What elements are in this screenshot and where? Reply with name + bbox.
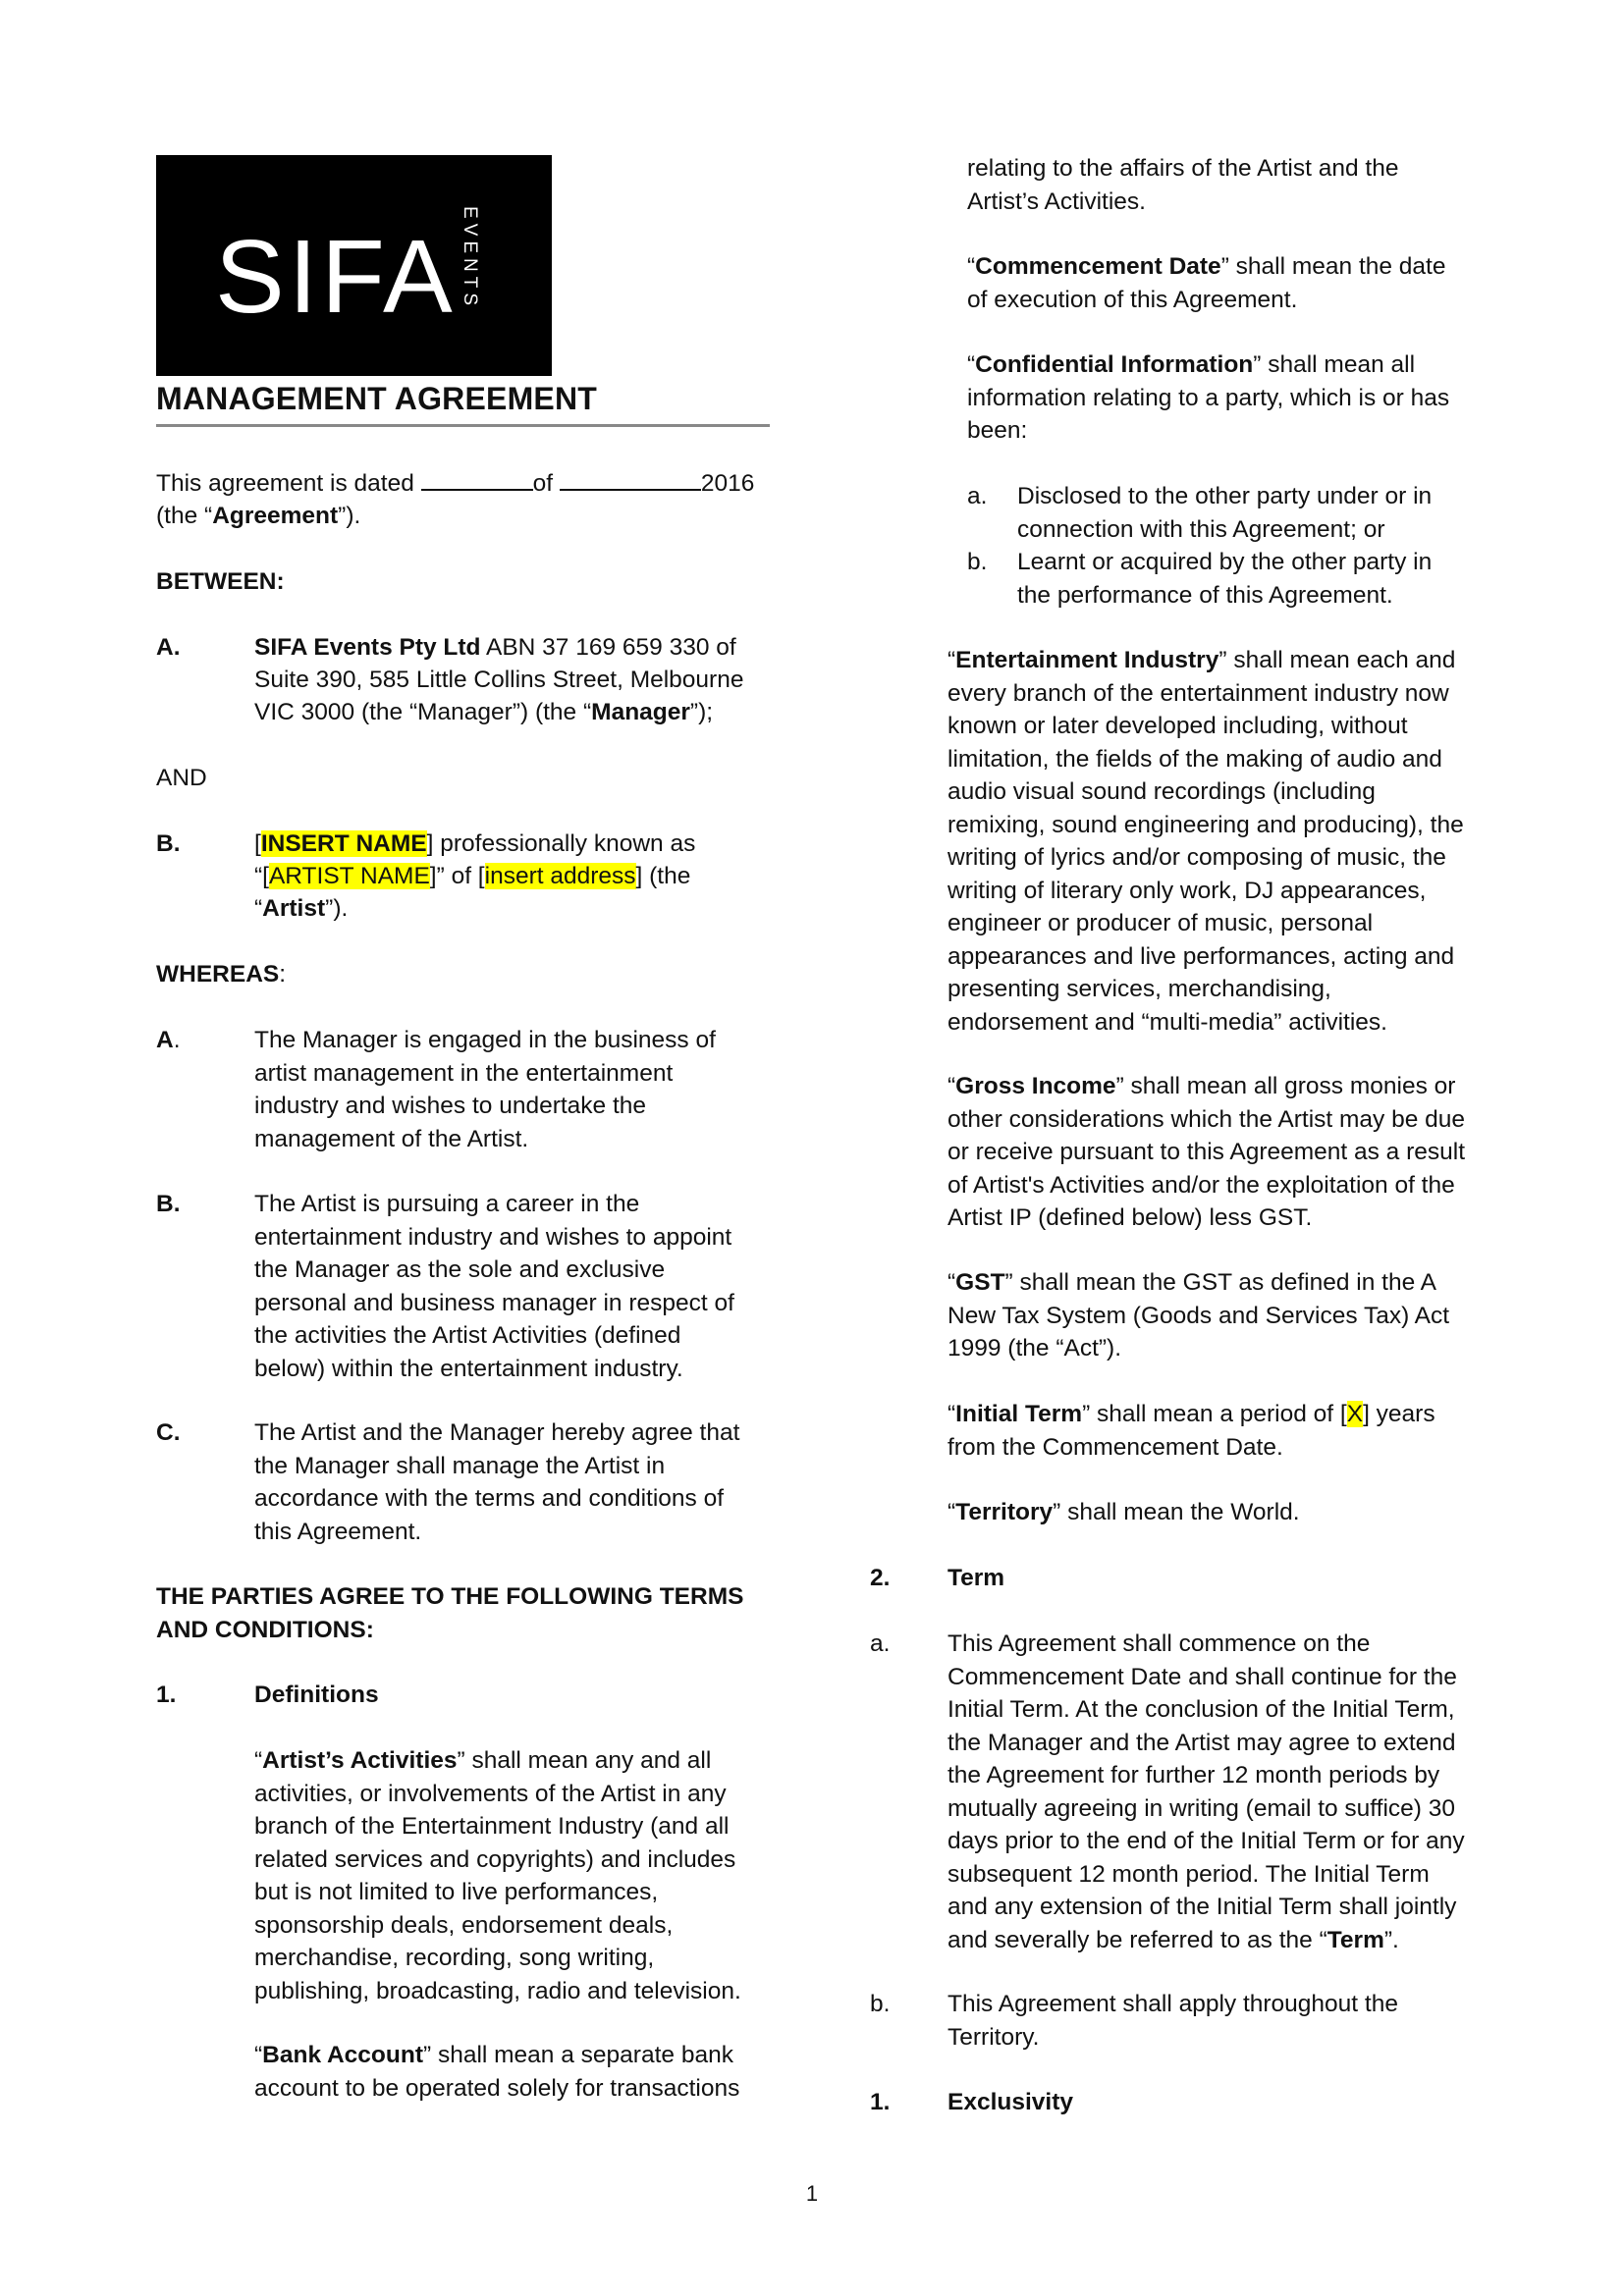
text-line: engineer or producer of music, personal <box>947 910 1374 936</box>
document-title: MANAGEMENT AGREEMENT <box>156 381 598 416</box>
text: “ <box>947 1401 956 1427</box>
confidential-item-b-label: b. <box>967 549 988 575</box>
term: Bank Account <box>262 2042 423 2068</box>
text: (the “ <box>156 503 213 529</box>
text: “ <box>967 253 976 280</box>
text-line <box>947 1924 1465 1957</box>
text-line: every branch of the entertainment industry now <box>947 679 1449 707</box>
section-1-number: 1. <box>156 1682 177 1708</box>
title-underline <box>156 424 770 427</box>
term: Gross Income <box>955 1073 1116 1099</box>
text-line: The Manager is engaged in the business of <box>254 1027 716 1053</box>
artist-name-placeholder: ARTIST NAME <box>268 863 430 889</box>
term-item-a-text <box>947 1628 1465 1956</box>
text-line: days prior to the end of the Initial Term or for any <box>947 1828 1465 1854</box>
text: ” shall mean the date <box>1220 253 1446 280</box>
text: VIC 3000 (the “Manager”) (the “ <box>254 699 592 725</box>
text-line <box>254 1744 741 1778</box>
parties-agree-heading <box>156 1580 743 1646</box>
text-line: Artist’s Activities. <box>967 187 1146 215</box>
text-line: remixing, sound engineering and producing), the <box>947 811 1464 838</box>
logo-graphic <box>156 155 552 376</box>
text-line: The Artist is pursuing a career in the <box>254 1191 640 1217</box>
text-line: This Agreement shall commence on the <box>947 1630 1371 1657</box>
definition-confidential-information <box>967 348 1449 448</box>
text-line: Disclosed to the other party under or in <box>1017 483 1433 509</box>
and-separator: AND <box>156 765 207 791</box>
term: Agreement <box>212 503 339 529</box>
definition-commencement-date <box>967 250 1446 316</box>
term: GST <box>955 1269 1005 1296</box>
text-line: artist management in the entertainment <box>254 1059 674 1087</box>
text-line: the Manager as the sole and exclusive <box>254 1256 666 1283</box>
text-line: 1999 (the “Act”). <box>947 1335 1122 1362</box>
text-line: audio visual sound recordings (including <box>947 778 1376 805</box>
term: Initial Term <box>955 1401 1083 1427</box>
text-line: publishing, broadcasting, radio and television. <box>254 1977 741 2004</box>
party-a-line-2: Suite 390, 585 Little Collins Street, Melbourne <box>254 667 744 693</box>
definition-gross-income <box>947 1070 1465 1235</box>
text: [ <box>254 830 261 857</box>
agreement-date-line <box>156 467 754 501</box>
text-line: the Agreement for further 12 month periods by <box>947 1762 1440 1789</box>
definition-artists-activities <box>254 1744 741 2007</box>
text-line <box>947 1398 1435 1431</box>
recital-a-text <box>254 1024 716 1155</box>
term: Artist’s Activities <box>262 1747 458 1774</box>
text-line: endorsement and “multi-media” activities. <box>947 1008 1387 1036</box>
text: ” shall mean all gross monies or <box>1115 1073 1456 1099</box>
text: “ <box>254 2042 263 2068</box>
text: “ <box>967 351 976 378</box>
definition-territory <box>947 1496 1300 1529</box>
text-line: The Artist and the Manager hereby agree that <box>254 1419 740 1446</box>
text-line: other considerations which the Artist may be due <box>947 1105 1466 1133</box>
section-2-number: 2. <box>870 1565 891 1591</box>
agreement-defined-term <box>156 500 360 533</box>
text-line: Artist IP (defined below) less GST. <box>947 1204 1313 1231</box>
text-line: THE PARTIES AGREE TO THE FOLLOWING TERMS <box>156 1583 744 1610</box>
text-line: activities, or involvements of the Artist in any <box>254 1780 727 1807</box>
text-line: from the Commencement Date. <box>947 1433 1283 1461</box>
party-a-label: A. <box>156 634 181 661</box>
term: Territory <box>955 1499 1054 1525</box>
insert-name-placeholder: INSERT NAME <box>260 830 427 857</box>
party-b-line-2 <box>254 860 690 893</box>
confidential-item-a-text <box>1017 480 1432 546</box>
text: ” shall mean the World. <box>1053 1499 1300 1525</box>
text: ” shall mean any and all <box>457 1747 712 1774</box>
text: . <box>173 1027 181 1053</box>
section-exclusivity-title: Exclusivity <box>947 2089 1074 2115</box>
party-b-line-1 <box>254 828 695 861</box>
text: “ <box>947 1073 956 1099</box>
text-line: information relating to a party, which is or has <box>967 384 1450 411</box>
text: ] professionally known as <box>426 830 696 857</box>
text: ” shall mean the GST as defined in the A <box>1004 1269 1436 1296</box>
text-line: connection with this Agreement; or <box>1017 515 1385 543</box>
bank-account-continued <box>967 152 1398 218</box>
text: “[ <box>254 863 269 889</box>
recital-c-label: C. <box>156 1419 181 1446</box>
text-line: accordance with the terms and conditions of <box>254 1485 725 1512</box>
month-blank <box>560 467 701 491</box>
dated-prefix: This agreement is dated <box>156 470 414 497</box>
definition-gst <box>947 1266 1449 1365</box>
text: “ <box>947 1499 956 1525</box>
text: ”); <box>689 699 714 725</box>
text: ] years <box>1363 1401 1435 1427</box>
text: ”). <box>325 895 349 922</box>
text-line: writing of literary only work, DJ appearances, <box>947 877 1427 904</box>
text-line: mutually agreeing in writing (email to suffice) 30 <box>947 1794 1456 1822</box>
text-line: of Artist's Activities and/or the exploitation of the <box>947 1171 1455 1199</box>
text-line: the Manager shall manage the Artist in <box>254 1452 666 1479</box>
text-line: branch of the Entertainment Industry (and all <box>254 1813 730 1840</box>
text: ] (the <box>635 863 691 889</box>
text-line: of execution of this Agreement. <box>967 286 1298 313</box>
text: WHEREAS <box>156 961 280 988</box>
text-line: the Manager and the Artist may agree to extend <box>947 1729 1456 1756</box>
text-line: been: <box>967 417 1028 444</box>
dated-year: 2016 <box>700 470 755 497</box>
text-line: merchandise, recording, song writing, <box>254 1945 655 1971</box>
term-item-b-text <box>947 1988 1398 2054</box>
section-2-title: Term <box>947 1565 1005 1591</box>
dated-of: of <box>532 470 554 497</box>
text-line <box>967 348 1449 382</box>
definition-bank-account <box>254 2039 739 2105</box>
term: Artist <box>262 895 326 922</box>
term-item-a-label: a. <box>870 1630 891 1657</box>
text-line: management of the Artist. <box>254 1125 529 1152</box>
day-blank <box>421 467 533 491</box>
text-line: Learnt or acquired by the other party in <box>1017 549 1433 575</box>
text-line: appearances and live performances, acting and <box>947 942 1455 970</box>
term: Confidential Information <box>975 351 1254 378</box>
section-1-title: Definitions <box>254 1682 379 1708</box>
text-line: New Tax System (Goods and Services Tax) Act <box>947 1302 1450 1329</box>
party-b-line-3 <box>254 892 348 926</box>
text-line <box>254 2039 739 2072</box>
text: “ <box>947 1269 956 1296</box>
text-line: relating to the affairs of the Artist and the <box>967 155 1399 182</box>
text-line: and any extension of the Initial Term shall jointly <box>947 1894 1457 1920</box>
recital-b-text <box>254 1188 734 1385</box>
text-line: AND CONDITIONS: <box>156 1616 374 1643</box>
text: ABN 37 169 659 330 of <box>480 634 736 661</box>
text-line <box>947 1266 1449 1300</box>
definition-initial-term <box>947 1398 1435 1464</box>
term: Entertainment Industry <box>955 647 1219 673</box>
text-line: related services and copyrights) and includes <box>254 1845 736 1873</box>
text-line: entertainment industry and wishes to appoint <box>254 1223 732 1251</box>
text-line: Territory. <box>947 2023 1040 2051</box>
insert-address-placeholder: insert address <box>484 863 636 889</box>
text-line: limitation, the fields of the making of audio and <box>947 745 1442 773</box>
text-line: or receive pursuant to this Agreement as a result <box>947 1139 1466 1165</box>
text-line <box>947 1070 1465 1103</box>
text-line: below) within the entertainment industry. <box>254 1355 683 1382</box>
text: “ <box>254 1747 263 1774</box>
page-number: 1 <box>805 2181 819 2206</box>
sifa-events-logo <box>156 155 552 376</box>
term: Manager <box>591 699 690 725</box>
text-line: subsequent 12 month period. The Initial Term <box>947 1860 1430 1888</box>
years-placeholder: X <box>1346 1401 1364 1427</box>
text: A <box>156 1027 174 1053</box>
text-line: industry and wishes to undertake the <box>254 1093 647 1119</box>
party-b-label: B. <box>156 830 181 857</box>
party-a-line-1 <box>254 631 736 665</box>
text: ”. <box>1383 1926 1399 1953</box>
text-line: the activities the Artist Activities (defined <box>254 1322 681 1349</box>
manager-name: SIFA Events Pty Ltd <box>254 634 481 661</box>
text-line: Initial Term. At the conclusion of the Initial Term, <box>947 1696 1455 1723</box>
text-line: writing of lyrics and/or composing of music, the <box>947 844 1446 871</box>
confidential-item-b-text <box>1017 546 1432 612</box>
definition-entertainment-industry <box>947 644 1464 1039</box>
recital-b-label: B. <box>156 1191 181 1217</box>
logo-subtext: EVENTS <box>460 206 480 311</box>
text: and severally be referred to as the “ <box>947 1926 1327 1953</box>
text-line <box>947 644 1464 677</box>
text: “ <box>254 895 263 922</box>
text-line: account to be operated solely for transactions <box>254 2074 740 2102</box>
confidential-item-a-label: a. <box>967 483 988 509</box>
text-line: personal and business manager in respect of <box>254 1289 734 1316</box>
section-exclusivity-number: 1. <box>870 2089 891 2115</box>
recital-a-label <box>156 1024 181 1057</box>
recital-c-text <box>254 1416 739 1548</box>
text: ” shall mean all <box>1253 351 1416 378</box>
text-line: this Agreement. <box>254 1518 422 1545</box>
text: “ <box>947 647 956 673</box>
term: Commencement Date <box>975 253 1221 280</box>
term: Term <box>1326 1926 1384 1953</box>
text-line: sponsorship deals, endorsement deals, <box>254 1911 674 1939</box>
text-line: but is not limited to live performances, <box>254 1879 659 1905</box>
text: ” shall mean a separate bank <box>422 2042 733 2068</box>
text-line: This Agreement shall apply throughout the <box>947 1991 1398 2017</box>
party-a-line-3 <box>254 696 713 729</box>
text: ” shall mean each and <box>1218 647 1456 673</box>
term-item-b-label: b. <box>870 1991 891 2017</box>
text-line: presenting services, merchandising, <box>947 976 1331 1002</box>
text: ]” of [ <box>429 863 485 889</box>
text: ”). <box>338 503 361 529</box>
text-line: the performance of this Agreement. <box>1017 581 1393 609</box>
between-heading: BETWEEN: <box>156 568 285 595</box>
text: ” shall mean a period of [ <box>1082 1401 1347 1427</box>
text: : <box>279 961 287 988</box>
text-line: Commencement Date and shall continue for the <box>947 1663 1457 1690</box>
whereas-heading <box>156 958 286 991</box>
text-line <box>967 250 1446 284</box>
text-line: known or later developed including, without <box>947 713 1408 739</box>
logo-wordmark: SIFA <box>215 219 457 335</box>
